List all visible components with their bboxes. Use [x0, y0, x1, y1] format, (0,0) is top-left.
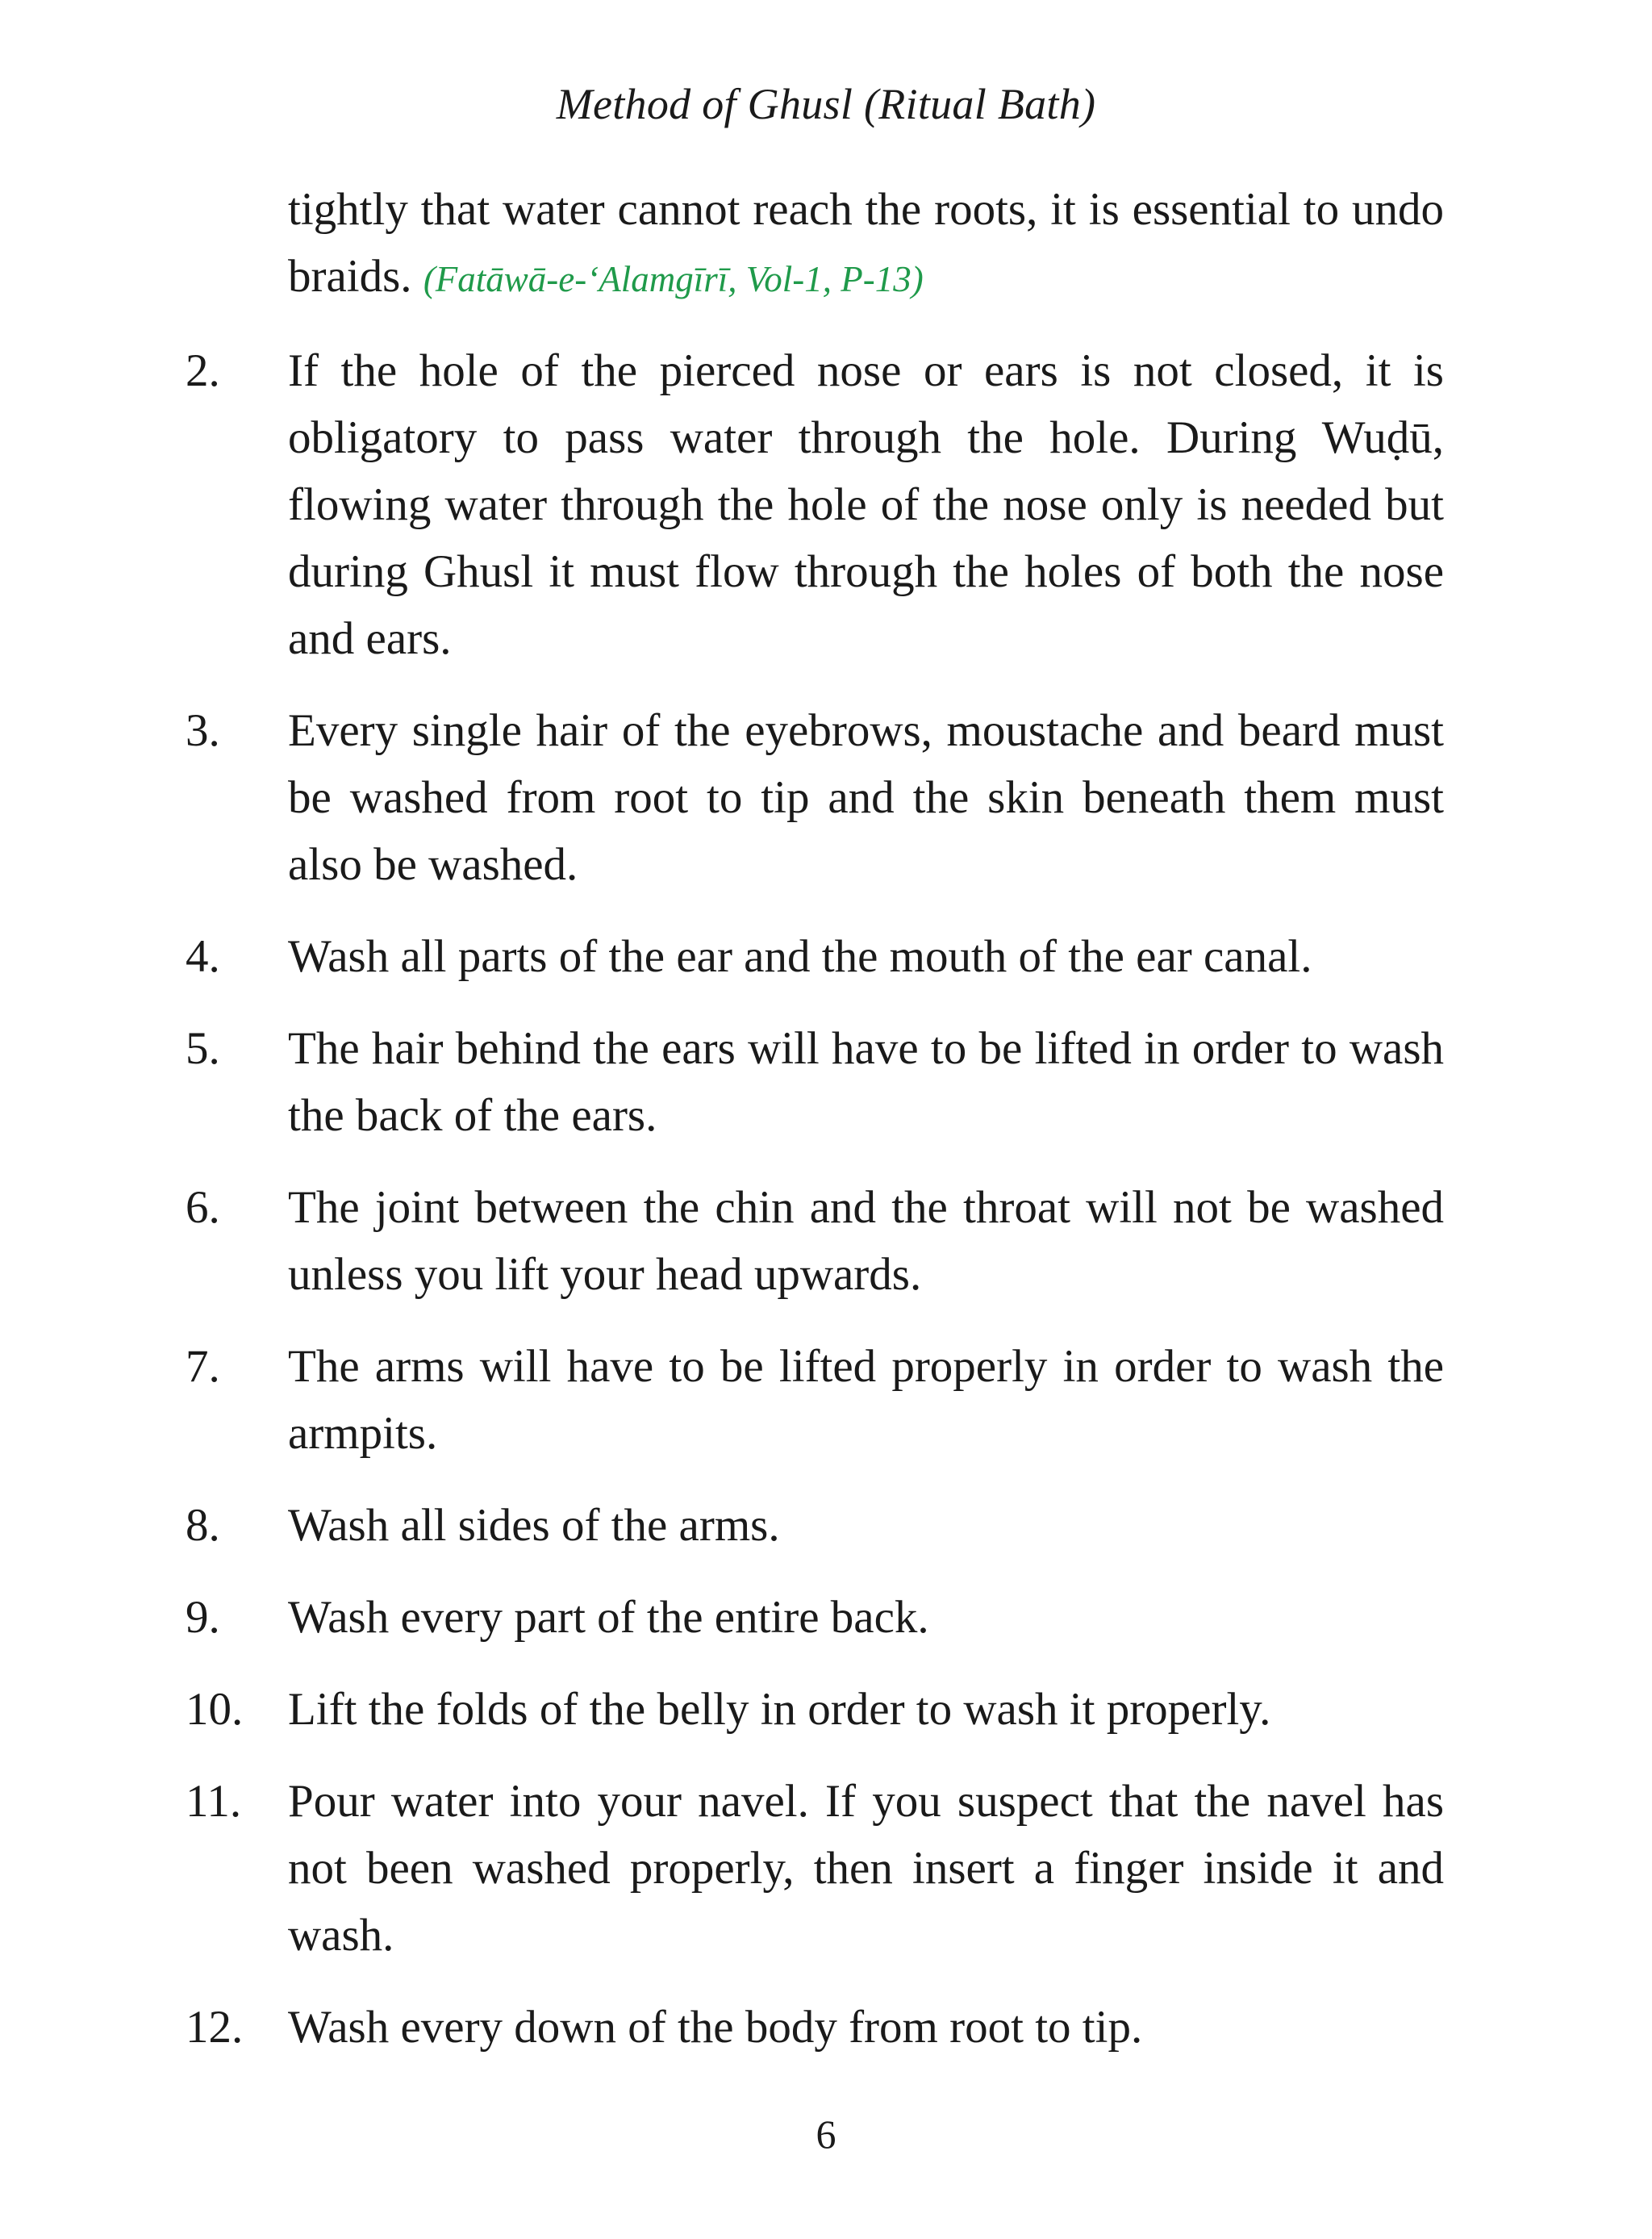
list-item-text: The joint between the chin and the throat will not be washed unless you lift your head upwards.	[288, 1182, 1444, 1300]
reference-citation: (Fatāwā-e-‘Alamgīrī, Vol-1, P-13)	[423, 259, 924, 299]
list-item-number: 10.	[186, 1684, 244, 1735]
list-item	[186, 1584, 1444, 1651]
list-item-text: The arms will have to be lifted properly in order to wash the armpits.	[288, 1341, 1444, 1459]
list-item	[186, 697, 1444, 898]
list-item-text: Lift the folds of the belly in order to wash it properly.	[288, 1684, 1271, 1735]
list-item-number: 12.	[186, 2002, 244, 2053]
continued-paragraph	[288, 176, 1444, 313]
list-item-number: 5.	[186, 1023, 220, 1074]
list-item	[186, 1333, 1444, 1467]
list-item-number: 3.	[186, 705, 220, 756]
list-item-number: 2.	[186, 345, 220, 396]
list-item-text: Wash all sides of the arms.	[288, 1500, 780, 1551]
page-number: 6	[816, 2112, 836, 2157]
list-item	[186, 1174, 1444, 1308]
list-item-number: 9.	[186, 1592, 220, 1643]
list-item	[186, 337, 1444, 672]
list-item	[186, 1768, 1444, 1969]
running-header: Method of Ghusl (Ritual Bath)	[556, 80, 1096, 128]
list-item-text: Pour water into your navel. If you suspect that the navel has not been washed properly, then insert a finger inside it and wash.	[288, 1776, 1444, 1961]
list-item-number: 4.	[186, 931, 220, 982]
list-item-text: Every single hair of the eyebrows, moustache and beard must be washed from root to tip and the skin beneath them must also be washed.	[288, 705, 1444, 890]
list-item-text: If the hole of the pierced nose or ears is not closed, it is obligatory to pass water through the hole. During Wuḍū, flowing water through the hole of the nose only is needed but during Ghusl it must flow through the holes of both the nose and ears.	[288, 345, 1444, 664]
continued-text: tightly that water cannot reach the roots, it is essential to undo braids.	[288, 184, 1444, 302]
list-item-text: Wash every part of the entire back.	[288, 1592, 929, 1643]
list-item	[186, 1492, 1444, 1559]
list-item	[186, 923, 1444, 990]
list-item	[186, 1994, 1444, 2061]
page-body	[186, 176, 1444, 2086]
list-item-text: Wash every down of the body from root to tip.	[288, 2002, 1143, 2053]
list-item	[186, 1015, 1444, 1149]
list-item	[186, 1676, 1444, 1743]
list-item-number: 8.	[186, 1500, 220, 1551]
list-item-number: 7.	[186, 1341, 220, 1392]
list-item-number: 6.	[186, 1182, 220, 1233]
list-item-text: Wash all parts of the ear and the mouth of the ear canal.	[288, 931, 1312, 982]
list-item-number: 11.	[186, 1776, 242, 1827]
list-item-text: The hair behind the ears will have to be lifted in order to wash the back of the ears.	[288, 1023, 1444, 1141]
